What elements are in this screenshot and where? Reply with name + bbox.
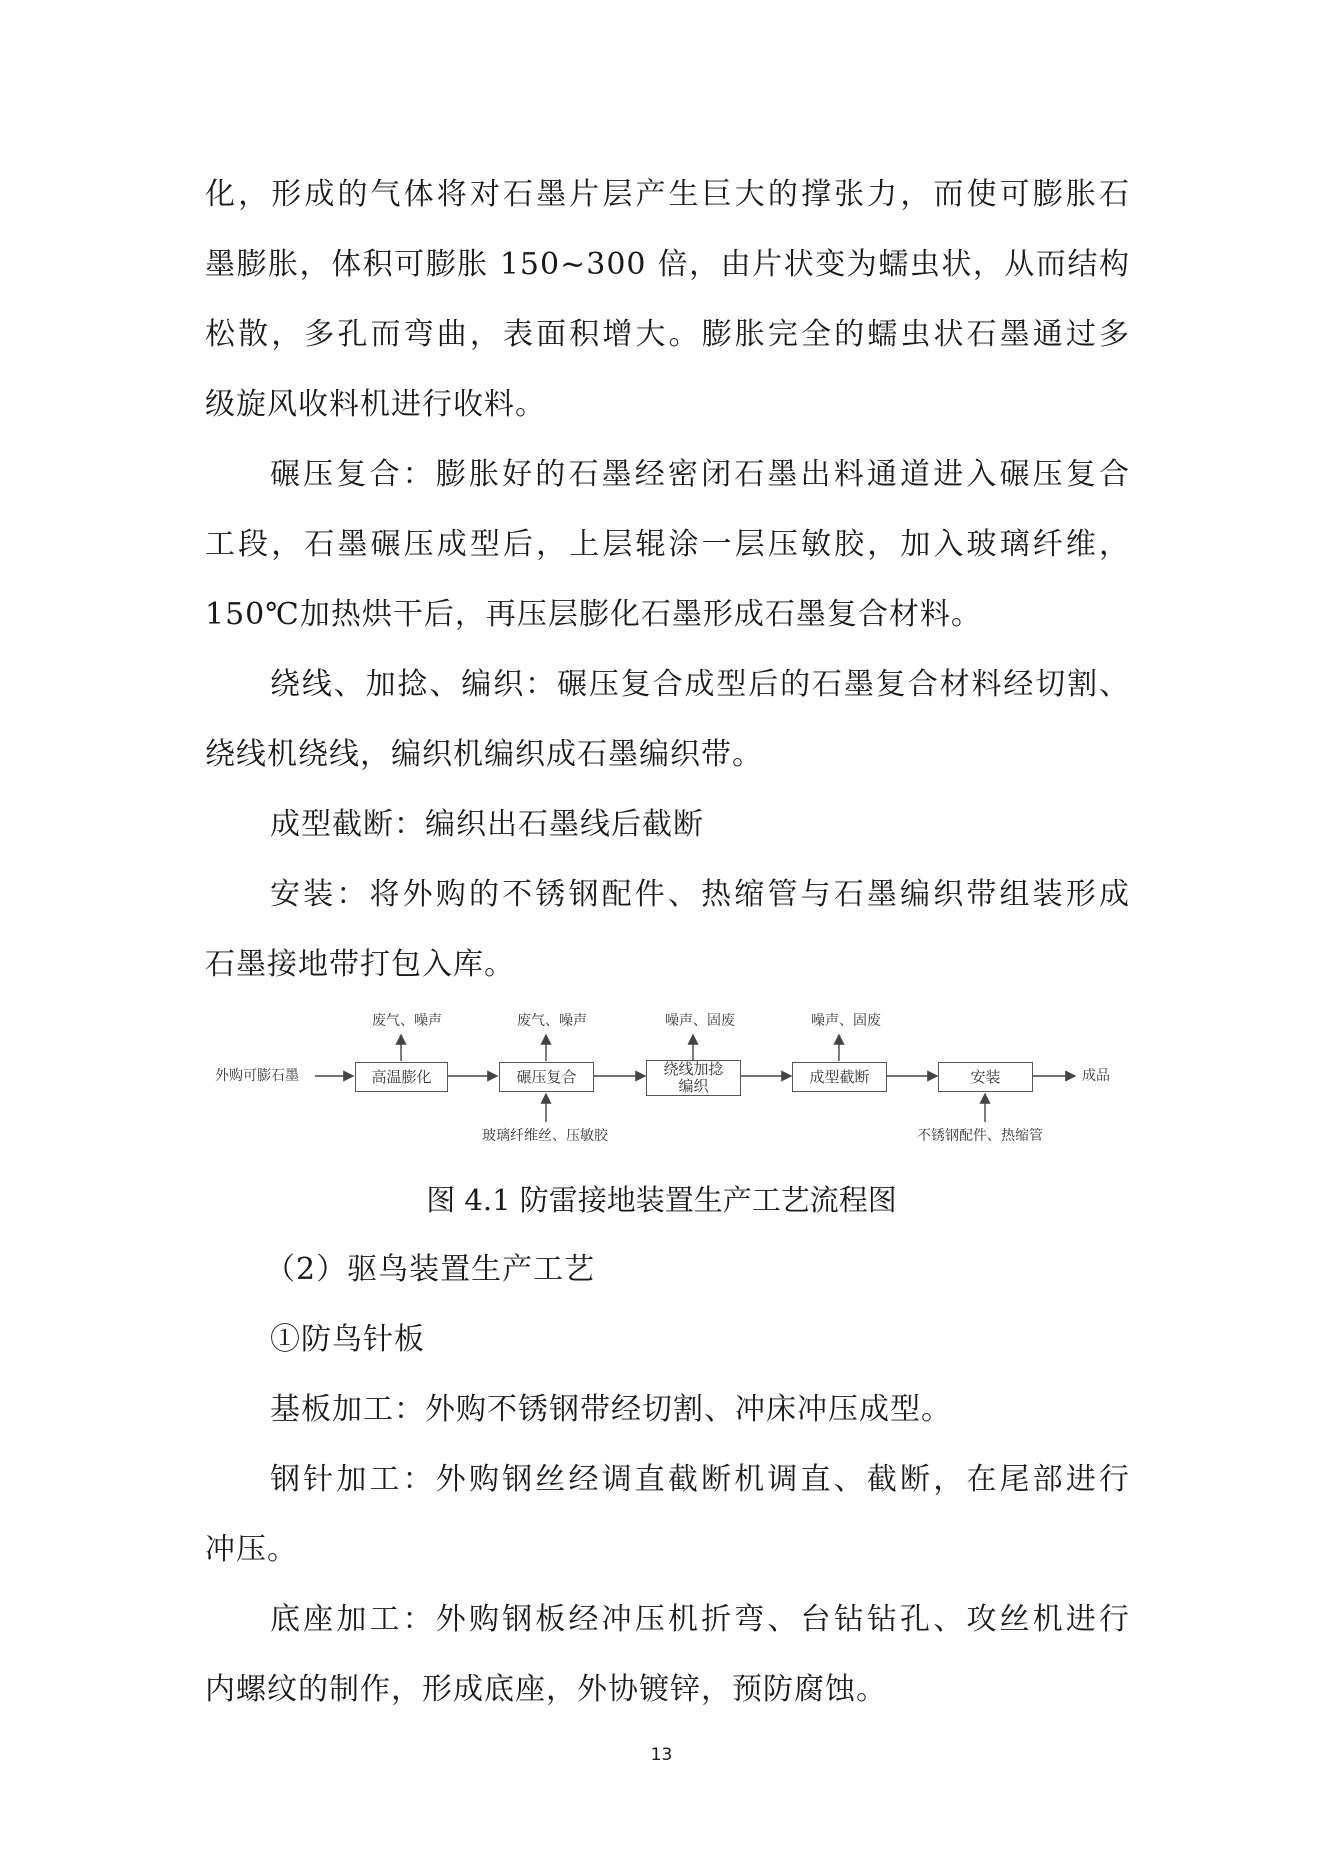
process-box-label: 编织 bbox=[678, 1077, 709, 1095]
text-line: 钢针加工：外购钢丝经调直截断机调直、截断，在尾部进行 bbox=[270, 1462, 1130, 1497]
process-flow-diagram bbox=[205, 1005, 1130, 1155]
text-line: 石墨接地带打包入库。 bbox=[205, 947, 515, 982]
text-line: 墨膨胀，体积可膨胀 150~300 倍，由片状变为蠕虫状，从而结构 bbox=[205, 247, 1130, 282]
text-line: 绕线机绕线，编织机编织成石墨编织带。 bbox=[205, 737, 763, 772]
text-line: 安装：将外购的不锈钢配件、热缩管与石墨编织带组装形成 bbox=[270, 877, 1130, 912]
text-line: 化，形成的气体将对石墨片层产生巨大的撑张力，而使可膨胀石 bbox=[205, 177, 1130, 212]
process-box bbox=[499, 1062, 594, 1092]
process-box-label: 绕线加捻 bbox=[663, 1060, 724, 1078]
process-box bbox=[792, 1062, 887, 1092]
emission-label: 噪声、固废 bbox=[811, 1013, 881, 1029]
text-line: 基板加工：外购不锈钢带经切割、冲床冲压成型。 bbox=[270, 1392, 952, 1427]
process-box bbox=[355, 1062, 448, 1092]
emission-label: 废气、噪声 bbox=[372, 1013, 442, 1029]
emission-label: 噪声、固废 bbox=[665, 1013, 735, 1029]
text-line: 底座加工：外购钢板经冲压机折弯、台钻钻孔、攻丝机进行 bbox=[270, 1602, 1130, 1637]
page-number: 13 bbox=[650, 1745, 673, 1765]
sub-heading: ①防鸟针板 bbox=[270, 1322, 425, 1357]
material-input-label: 不锈钢配件、热缩管 bbox=[917, 1128, 1043, 1144]
process-box-label: 高温膨化 bbox=[371, 1067, 432, 1086]
text-line: 内螺纹的制作，形成底座，外协镀锌，预防腐蚀。 bbox=[205, 1672, 887, 1707]
section-heading: （2）驱鸟装置生产工艺 bbox=[265, 1252, 596, 1287]
figure-caption: 图 4.1 防雷接地装置生产工艺流程图 bbox=[426, 1183, 897, 1217]
process-box-label: 碾压复合 bbox=[516, 1067, 577, 1086]
text-line: 级旋风收料机进行收料。 bbox=[205, 387, 546, 422]
process-box-label: 安装 bbox=[970, 1067, 1001, 1086]
process-box bbox=[938, 1062, 1033, 1092]
text-line: 工段，石墨碾压成型后，上层辊涂一层压敏胶，加入玻璃纤维， bbox=[205, 527, 1130, 562]
process-box bbox=[646, 1060, 741, 1096]
text-line: 成型截断：编织出石墨线后截断 bbox=[270, 807, 704, 842]
process-box-label: 成型截断 bbox=[809, 1067, 870, 1086]
material-input-label: 玻璃纤维丝、压敏胶 bbox=[482, 1128, 608, 1144]
text-line: 绕线、加捻、编织：碾压复合成型后的石墨复合材料经切割、 bbox=[270, 667, 1130, 702]
emission-label: 废气、噪声 bbox=[517, 1013, 587, 1029]
text-line: 松散，多孔而弯曲，表面积增大。膨胀完全的蠕虫状石墨通过多 bbox=[205, 317, 1130, 352]
text-line: 冲压。 bbox=[205, 1532, 298, 1567]
text-line: 碾压复合：膨胀好的石墨经密闭石墨出料通道进入碾压复合 bbox=[270, 457, 1130, 492]
output-label: 成品 bbox=[1082, 1068, 1110, 1084]
text-line: 150℃加热烘干后，再压层膨化石墨形成石墨复合材料。 bbox=[205, 597, 982, 632]
input-label: 外购可膨石墨 bbox=[215, 1068, 299, 1084]
